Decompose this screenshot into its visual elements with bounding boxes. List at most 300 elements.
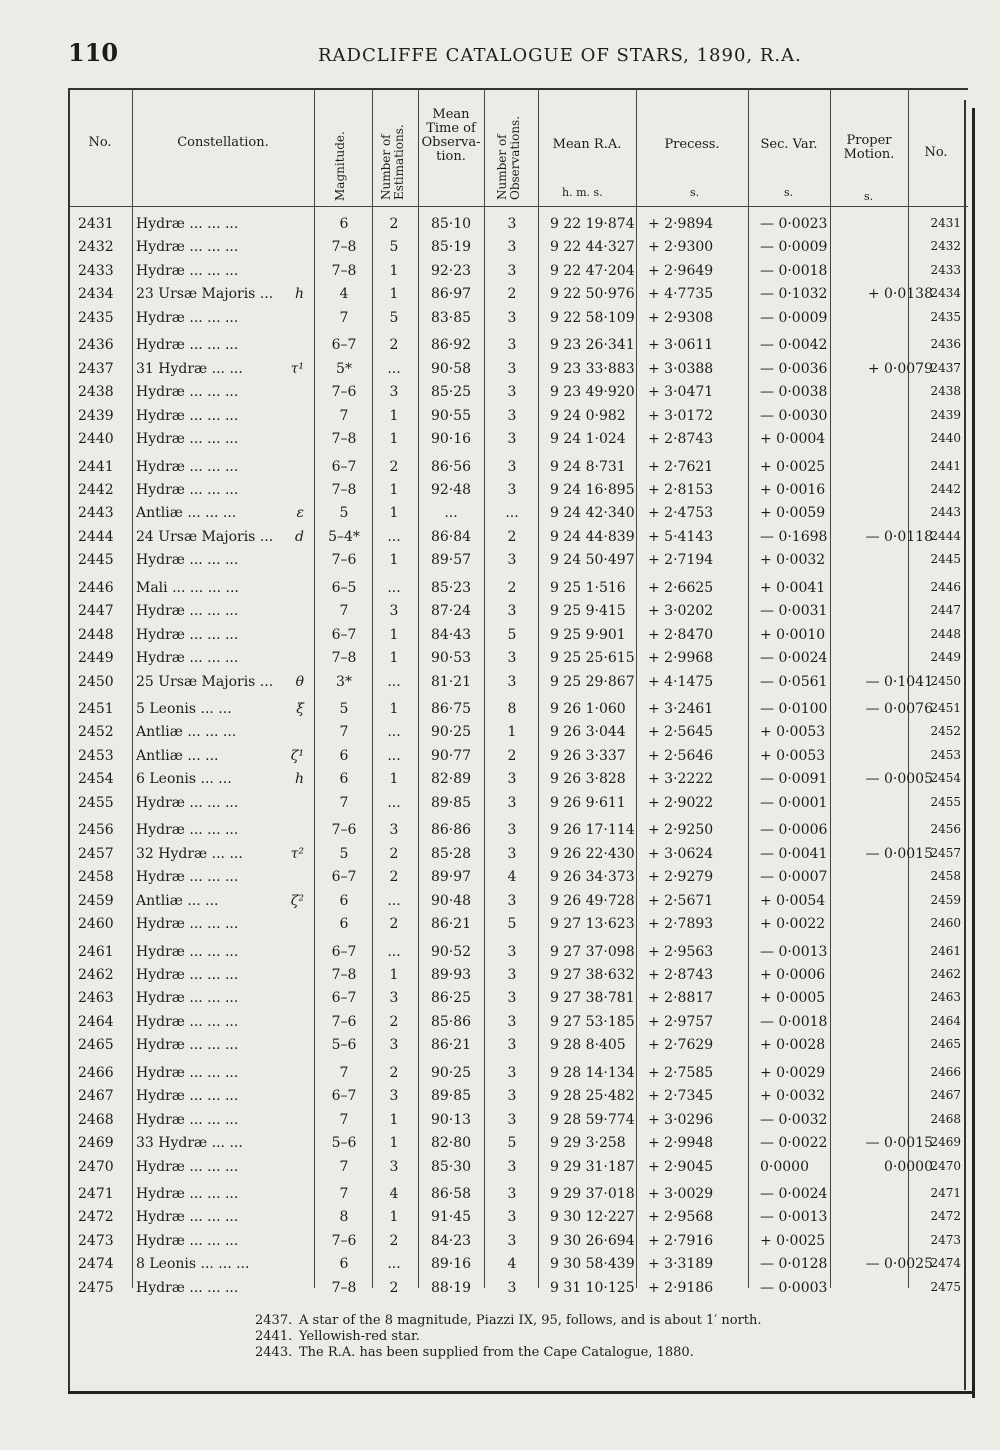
star-number-cell: 2437 bbox=[78, 360, 114, 377]
estimations-cell: 1 bbox=[389, 1135, 399, 1152]
proper-motion-cell: — 0·0015 bbox=[865, 1135, 933, 1152]
star-number-right-cell: 2439 bbox=[930, 407, 961, 422]
mean-time-cell: 86·21 bbox=[430, 916, 472, 933]
estimations-cell: 5 bbox=[389, 309, 399, 326]
mean-time-cell: 90·13 bbox=[430, 1111, 472, 1128]
observations-cell: 3 bbox=[507, 1232, 517, 1249]
mean-time-cell: 90·25 bbox=[430, 724, 472, 741]
secular-variation-cell: + 0·0025 bbox=[760, 458, 826, 475]
precession-cell: + 3·0202 bbox=[648, 603, 714, 620]
table-row bbox=[68, 239, 974, 261]
precession-cell: + 3·0611 bbox=[648, 337, 714, 354]
star-number-cell: 2449 bbox=[78, 650, 114, 667]
star-number-cell: 2447 bbox=[78, 603, 114, 620]
star-number-cell: 2471 bbox=[78, 1186, 114, 1202]
precession-cell: + 2·9568 bbox=[648, 1209, 714, 1226]
estimations-cell: 2 bbox=[389, 845, 399, 862]
constellation-cell: Hydræ ... ... ... bbox=[136, 458, 239, 475]
estimations-cell: 3 bbox=[389, 990, 399, 1007]
precession-cell: + 2·9968 bbox=[648, 650, 714, 667]
precession-cell: + 2·6625 bbox=[648, 579, 714, 596]
star-number-cell: 2451 bbox=[78, 701, 114, 717]
precession-cell: + 2·9563 bbox=[648, 943, 714, 960]
magnitude-cell: 5–4* bbox=[328, 528, 360, 545]
star-number-right-cell: 2448 bbox=[930, 626, 961, 641]
observations-cell: 3 bbox=[507, 966, 517, 983]
secular-variation-cell: — 0·0030 bbox=[760, 407, 828, 424]
magnitude-cell: 7–8 bbox=[331, 431, 357, 448]
footnote-number: 2443. bbox=[255, 1345, 293, 1360]
magnitude-cell: 6 bbox=[339, 892, 349, 909]
header-rule bbox=[68, 206, 968, 207]
observations-cell: 3 bbox=[507, 1279, 517, 1296]
star-number-right-cell: 2454 bbox=[930, 771, 961, 786]
table-row bbox=[68, 337, 974, 359]
estimations-cell: ... bbox=[387, 943, 401, 960]
table-row bbox=[68, 552, 974, 574]
star-number-cell: 2448 bbox=[78, 626, 114, 643]
mean-ra-cell: 9 24 16·895 bbox=[550, 481, 635, 498]
magnitude-cell: 6–7 bbox=[331, 990, 357, 1007]
magnitude-cell: 5–6 bbox=[331, 1135, 357, 1152]
estimations-cell: 1 bbox=[389, 431, 399, 448]
star-number-right-cell: 2436 bbox=[930, 337, 961, 352]
footnote-text: The R.A. has been supplied from the Cape Catalogue, 1880. bbox=[299, 1345, 694, 1360]
secular-variation-cell: + 0·0054 bbox=[760, 892, 826, 909]
secular-variation-cell: — 0·0018 bbox=[760, 262, 828, 279]
estimations-cell: ... bbox=[387, 724, 401, 741]
observations-cell: 3 bbox=[507, 360, 517, 377]
table-row bbox=[68, 1112, 974, 1134]
precession-cell: + 3·2222 bbox=[648, 771, 714, 788]
secular-variation-cell: + 0·0041 bbox=[760, 579, 826, 596]
constellation-cell: Hydræ ... ... ... bbox=[136, 869, 239, 886]
estimations-cell: 5 bbox=[389, 239, 399, 256]
constellation-cell: Hydræ ... ... ... bbox=[136, 1232, 239, 1249]
mean-ra-cell: 9 26 22·430 bbox=[550, 845, 635, 862]
constellation-cell: Hydræ ... ... ... bbox=[136, 1088, 239, 1105]
mean-ra-cell: 9 24 42·340 bbox=[550, 505, 635, 522]
magnitude-cell: 7 bbox=[339, 309, 349, 326]
mean-time-cell: 90·25 bbox=[430, 1064, 472, 1081]
mean-time-cell: 89·57 bbox=[430, 552, 472, 569]
mean-ra-cell: 9 25 9·415 bbox=[550, 603, 626, 620]
estimations-cell: 1 bbox=[389, 650, 399, 667]
header-precess: Precess. bbox=[664, 137, 720, 152]
star-number-right-cell: 2456 bbox=[930, 822, 961, 837]
table-row bbox=[68, 1088, 974, 1110]
estimations-cell: 1 bbox=[389, 626, 399, 643]
secular-variation-cell: — 0·0100 bbox=[760, 701, 828, 717]
secular-variation-cell: — 0·0036 bbox=[760, 360, 828, 377]
mean-ra-cell: 9 28 59·774 bbox=[550, 1111, 635, 1128]
observations-cell: 2 bbox=[507, 579, 517, 596]
precession-cell: + 2·7345 bbox=[648, 1088, 714, 1105]
constellation-cell: 33 Hydræ ... ... bbox=[136, 1135, 243, 1152]
constellation-cell: 25 Ursæ Majoris ... bbox=[136, 673, 274, 690]
mean-time-cell: 85·23 bbox=[430, 579, 472, 596]
mean-ra-cell: 9 30 12·227 bbox=[550, 1209, 635, 1226]
constellation-cell: Hydræ ... ... ... bbox=[136, 216, 239, 232]
mean-time-cell: 89·85 bbox=[430, 794, 472, 811]
table-row bbox=[68, 795, 974, 817]
constellation-cell: Hydræ ... ... ... bbox=[136, 552, 239, 569]
precession-cell: + 2·8743 bbox=[648, 966, 714, 983]
table-row bbox=[68, 1037, 974, 1059]
observations-cell: 3 bbox=[507, 603, 517, 620]
mean-time-cell: 89·85 bbox=[430, 1088, 472, 1105]
constellation-cell: 23 Ursæ Majoris ... bbox=[136, 286, 274, 303]
observations-cell: 3 bbox=[507, 1186, 517, 1202]
star-number-cell: 2459 bbox=[78, 892, 114, 909]
star-number-cell: 2475 bbox=[78, 1279, 114, 1296]
magnitude-cell: 6 bbox=[339, 916, 349, 933]
mean-time-cell: 85·25 bbox=[430, 384, 472, 401]
mean-ra-cell: 9 30 26·694 bbox=[550, 1232, 635, 1249]
secular-variation-cell: — 0·0128 bbox=[760, 1256, 828, 1273]
star-number-right-cell: 2452 bbox=[930, 724, 961, 739]
star-number-right-cell: 2445 bbox=[930, 552, 961, 567]
star-number-right-cell: 2465 bbox=[930, 1037, 961, 1052]
star-number-right-cell: 2450 bbox=[930, 673, 961, 688]
star-number-cell: 2432 bbox=[78, 239, 114, 256]
magnitude-cell: 4 bbox=[339, 286, 349, 303]
observations-cell: 3 bbox=[507, 384, 517, 401]
mean-time-cell: 90·53 bbox=[430, 650, 472, 667]
mean-ra-cell: 9 26 49·728 bbox=[550, 892, 635, 909]
secular-variation-cell: — 0·1032 bbox=[760, 286, 828, 303]
secular-variation-cell: + 0·0053 bbox=[760, 747, 826, 764]
mean-time-cell: 86·21 bbox=[430, 1037, 472, 1054]
observations-cell: 4 bbox=[507, 1256, 517, 1273]
estimations-cell: 2 bbox=[389, 337, 399, 354]
star-number-right-cell: 2474 bbox=[930, 1256, 961, 1271]
magnitude-cell: 7–8 bbox=[331, 262, 357, 279]
precession-cell: + 2·4753 bbox=[648, 505, 714, 522]
precession-cell: + 2·8153 bbox=[648, 481, 714, 498]
header-magnitude: Magnitude. bbox=[333, 131, 347, 201]
footnote bbox=[255, 1329, 762, 1345]
estimations-cell: 2 bbox=[389, 216, 399, 232]
star-number-right-cell: 2468 bbox=[930, 1111, 961, 1126]
mean-time-cell: 85·30 bbox=[430, 1158, 472, 1175]
mean-time-cell: 83·85 bbox=[430, 309, 472, 326]
secular-variation-cell: + 0·0004 bbox=[760, 431, 826, 448]
estimations-cell: ... bbox=[387, 579, 401, 596]
constellation-cell: Hydræ ... ... ... bbox=[136, 1279, 239, 1296]
star-number-cell: 2454 bbox=[78, 771, 114, 788]
proper-motion-cell: — 0·0005 bbox=[865, 771, 933, 788]
secular-variation-cell: + 0·0032 bbox=[760, 1088, 826, 1105]
precession-cell: + 4·7735 bbox=[648, 286, 714, 303]
table-row bbox=[68, 1065, 974, 1087]
secvar-units: s. bbox=[784, 186, 794, 199]
mean-ra-cell: 9 25 25·615 bbox=[550, 650, 635, 667]
table-row bbox=[68, 216, 974, 238]
bayer-letter-cell: d bbox=[295, 528, 304, 545]
bayer-letter-cell: ζ² bbox=[290, 892, 304, 909]
precession-cell: + 2·7194 bbox=[648, 552, 714, 569]
observations-cell: 3 bbox=[507, 407, 517, 424]
header-no-right: No. bbox=[924, 145, 948, 160]
star-number-right-cell: 2460 bbox=[930, 916, 961, 931]
star-number-cell: 2473 bbox=[78, 1232, 114, 1249]
mean-time-cell: 91·45 bbox=[430, 1209, 472, 1226]
star-number-right-cell: 2469 bbox=[930, 1135, 961, 1150]
precession-cell: + 2·9308 bbox=[648, 309, 714, 326]
table-row bbox=[68, 1280, 974, 1302]
table-row bbox=[68, 459, 974, 481]
table-row bbox=[68, 869, 974, 891]
magnitude-cell: 7 bbox=[339, 1158, 349, 1175]
star-number-cell: 2439 bbox=[78, 407, 114, 424]
magnitude-cell: 6–7 bbox=[331, 1088, 357, 1105]
mean-time-cell: 86·56 bbox=[430, 458, 472, 475]
magnitude-cell: 5 bbox=[339, 845, 349, 862]
bayer-letter-cell: θ bbox=[295, 673, 304, 690]
table-row bbox=[68, 603, 974, 625]
secular-variation-cell: — 0·0024 bbox=[760, 1186, 828, 1202]
precession-cell: + 2·7621 bbox=[648, 458, 714, 475]
precession-cell: + 2·9757 bbox=[648, 1013, 714, 1030]
observations-cell: 3 bbox=[507, 552, 517, 569]
star-number-right-cell: 2472 bbox=[930, 1209, 961, 1224]
constellation-cell: Hydræ ... ... ... bbox=[136, 794, 239, 811]
observations-cell: 3 bbox=[507, 431, 517, 448]
magnitude-cell: 6–7 bbox=[331, 337, 357, 354]
estimations-cell: ... bbox=[387, 794, 401, 811]
constellation-cell: Hydræ ... ... ... bbox=[136, 1037, 239, 1054]
magnitude-cell: 7–6 bbox=[331, 822, 357, 839]
mean-time-cell: 85·28 bbox=[430, 845, 472, 862]
estimations-cell: 2 bbox=[389, 1279, 399, 1296]
mean-ra-cell: 9 23 33·883 bbox=[550, 360, 635, 377]
precession-cell: + 2·5645 bbox=[648, 724, 714, 741]
observations-cell: 3 bbox=[507, 771, 517, 788]
mean-time-cell: 85·86 bbox=[430, 1013, 472, 1030]
page-number: 110 bbox=[68, 38, 119, 67]
estimations-cell: 1 bbox=[389, 505, 399, 522]
footnote-number: 2441. bbox=[255, 1329, 293, 1344]
star-number-right-cell: 2447 bbox=[930, 603, 961, 618]
mean-ra-cell: 9 26 3·044 bbox=[550, 724, 626, 741]
mean-ra-cell: 9 24 1·024 bbox=[550, 431, 626, 448]
star-number-right-cell: 2451 bbox=[930, 701, 961, 715]
secular-variation-cell: — 0·0038 bbox=[760, 384, 828, 401]
constellation-cell: Antliæ ... ... bbox=[136, 747, 219, 764]
constellation-cell: Hydræ ... ... ... bbox=[136, 239, 239, 256]
constellation-cell: Hydræ ... ... ... bbox=[136, 990, 239, 1007]
magnitude-cell: 7 bbox=[339, 603, 349, 620]
mean-time-cell: 84·43 bbox=[430, 626, 472, 643]
mean-time-cell: 85·19 bbox=[430, 239, 472, 256]
secular-variation-cell: — 0·0013 bbox=[760, 943, 828, 960]
star-number-cell: 2442 bbox=[78, 481, 114, 498]
secular-variation-cell: — 0·0561 bbox=[760, 673, 828, 690]
mean-ra-cell: 9 25 29·867 bbox=[550, 673, 635, 690]
footnote-text: Yellowish-red star. bbox=[299, 1329, 420, 1344]
bayer-letter-cell: τ² bbox=[290, 845, 304, 862]
constellation-cell: 8 Leonis ... ... ... bbox=[136, 1256, 250, 1273]
mean-time-cell: 88·19 bbox=[430, 1279, 472, 1296]
mean-ra-cell: 9 22 44·327 bbox=[550, 239, 635, 256]
secular-variation-cell: — 0·0042 bbox=[760, 337, 828, 354]
star-number-cell: 2466 bbox=[78, 1064, 114, 1081]
magnitude-cell: 6–5 bbox=[331, 579, 357, 596]
table-row bbox=[68, 310, 974, 332]
secular-variation-cell: — 0·0041 bbox=[760, 845, 828, 862]
table-row bbox=[68, 482, 974, 504]
mean-time-cell: 86·58 bbox=[430, 1186, 472, 1202]
estimations-cell: 1 bbox=[389, 552, 399, 569]
constellation-cell: Hydræ ... ... ... bbox=[136, 337, 239, 354]
mean-ra-cell: 9 28 14·134 bbox=[550, 1064, 635, 1081]
star-number-right-cell: 2457 bbox=[930, 845, 961, 860]
secular-variation-cell: + 0·0032 bbox=[760, 552, 826, 569]
precession-cell: + 2·7916 bbox=[648, 1232, 714, 1249]
proper-motion-cell: — 0·0015 bbox=[865, 845, 933, 862]
mean-ra-cell: 9 27 37·098 bbox=[550, 943, 635, 960]
estimations-cell: 1 bbox=[389, 771, 399, 788]
constellation-cell: Hydræ ... ... ... bbox=[136, 966, 239, 983]
star-number-cell: 2465 bbox=[78, 1037, 114, 1054]
mean-time-cell: 84·23 bbox=[430, 1232, 472, 1249]
header-observations: Number of Observations. bbox=[495, 115, 522, 200]
star-number-right-cell: 2475 bbox=[930, 1279, 961, 1294]
mean-time-cell: 86·75 bbox=[430, 701, 472, 717]
precession-cell: + 2·7585 bbox=[648, 1064, 714, 1081]
mean-ra-cell: 9 29 37·018 bbox=[550, 1186, 635, 1202]
star-number-right-cell: 2459 bbox=[930, 892, 961, 907]
star-number-cell: 2460 bbox=[78, 916, 114, 933]
star-number-right-cell: 2437 bbox=[930, 360, 961, 375]
precess-units: s. bbox=[690, 186, 700, 199]
catalogue-table bbox=[68, 88, 974, 1398]
mean-time-cell: 81·21 bbox=[430, 673, 472, 690]
observations-cell: 3 bbox=[507, 239, 517, 256]
secular-variation-cell: + 0·0028 bbox=[760, 1037, 826, 1054]
star-number-cell: 2462 bbox=[78, 966, 114, 983]
magnitude-cell: 7–6 bbox=[331, 552, 357, 569]
star-number-right-cell: 2431 bbox=[930, 216, 961, 230]
constellation-cell: Hydræ ... ... ... bbox=[136, 626, 239, 643]
star-number-right-cell: 2453 bbox=[930, 747, 961, 762]
constellation-cell: 5 Leonis ... ... bbox=[136, 701, 232, 717]
observations-cell: 3 bbox=[507, 1088, 517, 1105]
constellation-cell: Antliæ ... ... ... bbox=[136, 724, 237, 741]
precession-cell: + 2·9894 bbox=[648, 216, 714, 232]
magnitude-cell: 7 bbox=[339, 1064, 349, 1081]
star-number-right-cell: 2432 bbox=[930, 239, 961, 254]
mean-ra-cell: 9 22 19·874 bbox=[550, 216, 635, 232]
header-estimations: Number of Estimations. bbox=[379, 124, 406, 200]
secular-variation-cell: — 0·0009 bbox=[760, 309, 828, 326]
secular-variation-cell: — 0·0009 bbox=[760, 239, 828, 256]
star-number-cell: 2461 bbox=[78, 943, 114, 960]
table-row bbox=[68, 431, 974, 453]
secular-variation-cell: — 0·0018 bbox=[760, 1013, 828, 1030]
magnitude-cell: 7–6 bbox=[331, 1013, 357, 1030]
table-row bbox=[68, 650, 974, 672]
constellation-cell: Hydræ ... ... ... bbox=[136, 1013, 239, 1030]
table-row bbox=[68, 748, 974, 770]
precession-cell: + 2·9279 bbox=[648, 869, 714, 886]
star-number-right-cell: 2461 bbox=[930, 943, 961, 958]
constellation-cell: Hydræ ... ... ... bbox=[136, 431, 239, 448]
star-number-right-cell: 2444 bbox=[930, 528, 961, 543]
star-number-right-cell: 2464 bbox=[930, 1013, 961, 1028]
table-row bbox=[68, 1159, 974, 1181]
mean-ra-cell: 9 22 50·976 bbox=[550, 286, 635, 303]
table-row bbox=[68, 724, 974, 746]
observations-cell: 5 bbox=[507, 1135, 517, 1152]
observations-cell: 5 bbox=[507, 626, 517, 643]
bayer-letter-cell: h bbox=[294, 286, 304, 303]
star-number-cell: 2438 bbox=[78, 384, 114, 401]
ra-units: h. m. s. bbox=[562, 186, 603, 199]
precession-cell: + 3·0172 bbox=[648, 407, 714, 424]
precession-cell: + 4·1475 bbox=[648, 673, 714, 690]
estimations-cell: 1 bbox=[389, 286, 399, 303]
magnitude-cell: 6 bbox=[339, 747, 349, 764]
star-number-right-cell: 2435 bbox=[930, 309, 961, 324]
mean-ra-cell: 9 27 38·781 bbox=[550, 990, 635, 1007]
mean-time-cell: 90·77 bbox=[430, 747, 472, 764]
mean-time-cell: 89·93 bbox=[430, 966, 472, 983]
table-border-top bbox=[68, 88, 968, 90]
header-mean-ra: Mean R.A. bbox=[552, 137, 622, 152]
mean-ra-cell: 9 27 13·623 bbox=[550, 916, 635, 933]
table-row bbox=[68, 771, 974, 793]
precession-cell: + 2·9649 bbox=[648, 262, 714, 279]
star-number-cell: 2455 bbox=[78, 794, 114, 811]
magnitude-cell: 3* bbox=[336, 673, 352, 690]
mean-time-cell: 86·97 bbox=[430, 286, 472, 303]
star-number-cell: 2435 bbox=[78, 309, 114, 326]
mean-ra-cell: 9 25 1·516 bbox=[550, 579, 626, 596]
observations-cell: 3 bbox=[507, 1037, 517, 1054]
mean-ra-cell: 9 28 25·482 bbox=[550, 1088, 635, 1105]
table-row bbox=[68, 967, 974, 989]
estimations-cell: ... bbox=[387, 673, 401, 690]
estimations-cell: 1 bbox=[389, 262, 399, 279]
star-number-right-cell: 2446 bbox=[930, 579, 961, 594]
estimations-cell: 2 bbox=[389, 1013, 399, 1030]
observations-cell: 3 bbox=[507, 309, 517, 326]
mean-time-cell: 90·48 bbox=[430, 892, 472, 909]
observations-cell: 3 bbox=[507, 822, 517, 839]
star-number-right-cell: 2473 bbox=[930, 1232, 961, 1247]
proper-motion-cell: — 0·0025 bbox=[865, 1256, 933, 1273]
mean-ra-cell: 9 26 34·373 bbox=[550, 869, 635, 886]
star-number-cell: 2431 bbox=[78, 216, 114, 232]
observations-cell: 2 bbox=[507, 528, 517, 545]
mean-time-cell: 86·86 bbox=[430, 822, 472, 839]
estimations-cell: 1 bbox=[389, 701, 399, 717]
secular-variation-cell: — 0·0001 bbox=[760, 794, 828, 811]
constellation-cell: Antliæ ... ... ... bbox=[136, 505, 237, 522]
star-number-cell: 2445 bbox=[78, 552, 114, 569]
estimations-cell: 2 bbox=[389, 916, 399, 933]
star-number-cell: 2468 bbox=[78, 1111, 114, 1128]
star-number-cell: 2443 bbox=[78, 505, 114, 522]
table-row bbox=[68, 1256, 974, 1278]
precession-cell: + 2·8743 bbox=[648, 431, 714, 448]
estimations-cell: 2 bbox=[389, 869, 399, 886]
mean-time-cell: ... bbox=[444, 505, 458, 522]
mean-ra-cell: 9 26 3·828 bbox=[550, 771, 626, 788]
header-mean-time: Mean Time of Observa- tion. bbox=[421, 107, 481, 164]
